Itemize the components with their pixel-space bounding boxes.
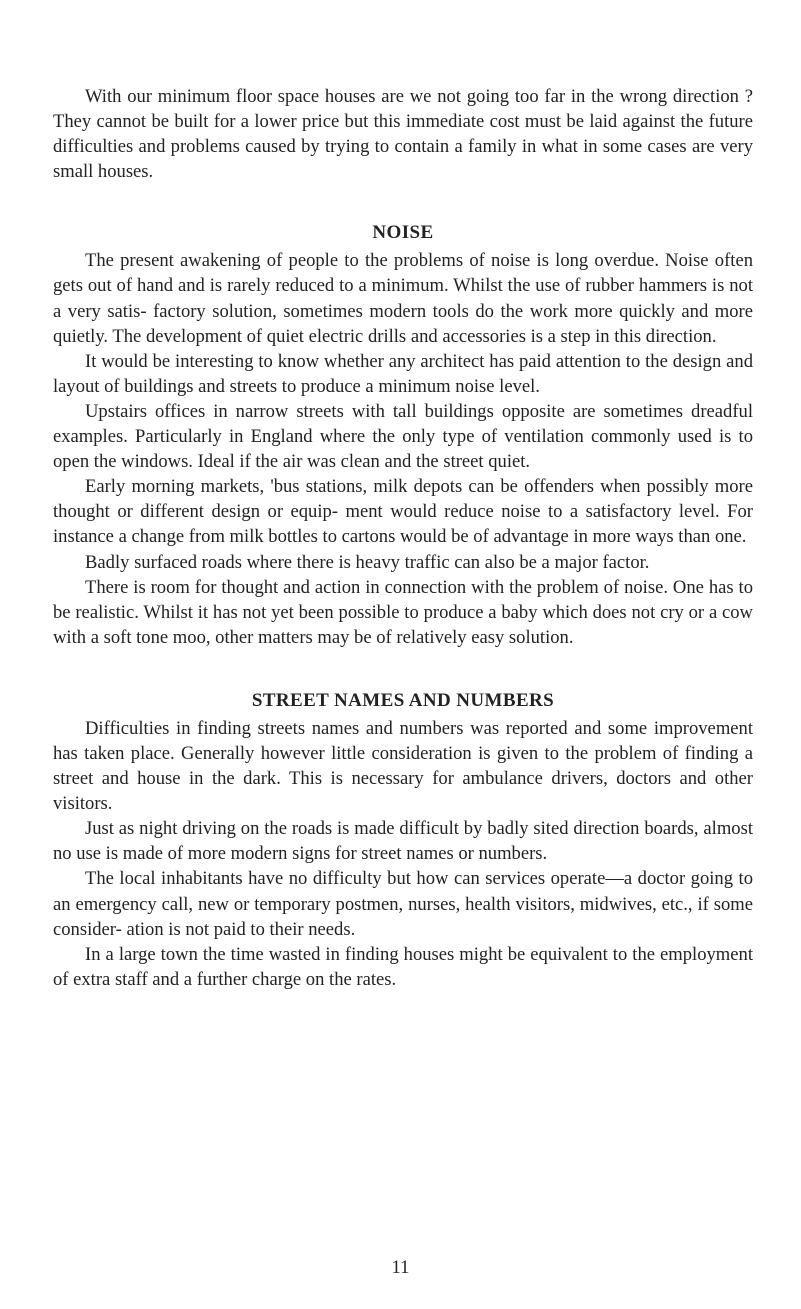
street-names-paragraph: Just as night driving on the roads is made difficult by badly sited direction boards, almost no use is made of more modern signs for street names or numbers.: [53, 818, 753, 865]
street-names-paragraph: The local inhabitants have no difficulty but how can services operate—a doctor going to an emergency call, new or temporary postmen, nurses, health visitors, midwives, etc., if some consider- ation is not paid to their needs.: [53, 868, 753, 940]
section-heading-street-names: STREET NAMES AND NUMBERS: [251, 689, 555, 711]
noise-paragraph: The present awakening of people to the problems of noise is long overdue. Noise often gets out of hand and is rarely reduced to a minimum. Whilst the use of rubber hammers is not a very satis- factory solution, sometimes modern tools do the work more quickly and more quietly. The development of quiet electric drills and accessories is a step in this direction.: [53, 250, 753, 347]
noise-paragraph: Early morning markets, 'bus stations, milk depots can be offenders when possibly more thought or different design or equip- ment would reduce noise to a satisfactory level. For instance a change from milk bottles to cartons would be of advantage in more ways than one.: [53, 476, 753, 548]
page-number: 11: [391, 1257, 410, 1278]
noise-paragraph: Badly surfaced roads where there is heavy traffic can also be a major factor.: [85, 551, 650, 573]
section-heading-noise: NOISE: [372, 222, 434, 244]
noise-paragraph: There is room for thought and action in connection with the problem of noise. One has to be realistic. Whilst it has not yet been possible to produce a baby which does not cry or a cow with a soft tone moo, other matters may be of relatively easy solution.: [53, 576, 753, 648]
noise-paragraph: It would be interesting to know whether any architect has paid attention to the design and layout of buildings and streets to produce a minimum noise level.: [53, 350, 753, 397]
street-names-paragraph: Difficulties in finding streets names and numbers was reported and some improvement has taken place. Generally however little consideration is given to the problem of finding a street and house in the dark. This is necessary for ambulance drivers, doctors and other visitors.: [53, 717, 753, 815]
street-names-paragraph: In a large town the time wasted in finding houses might be equivalent to the employment of extra staff and a further charge on the rates.: [53, 943, 753, 990]
intro-paragraph: With our minimum floor space houses are we not going too far in the wrong direction ? They cannot be built for a lower price but this immediate cost must be laid against the future difficulties and problems caused by trying to contain a family in what in some cases are very small houses.: [53, 86, 753, 183]
document-page: [53, 84, 753, 992]
noise-paragraph: Upstairs offices in narrow streets with tall buildings opposite are sometimes dreadful examples. Particularly in England where the only type of ventilation commonly used is to open the windows. Ideal if the air was clean and the street quiet.: [53, 400, 753, 473]
